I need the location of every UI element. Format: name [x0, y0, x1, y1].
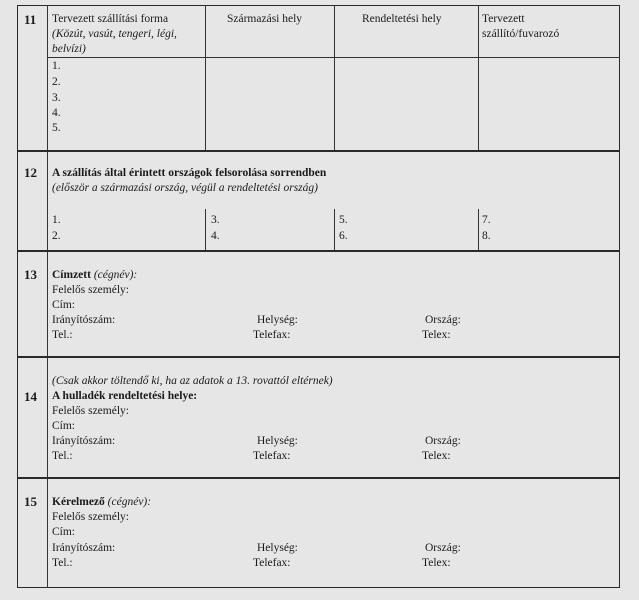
- s13-tel-label: Tel.:: [52, 329, 73, 341]
- s15-title: Kérelmező: [52, 496, 105, 508]
- s12-country-8: 8.: [482, 230, 491, 242]
- s14-address-label: Cím:: [52, 420, 76, 432]
- section-13-number: 13: [24, 267, 37, 282]
- s13-zip-label: Irányítószám:: [52, 314, 116, 326]
- s11-row-5: 5.: [52, 122, 61, 134]
- s12-title: A szállítás által érintett országok felsorolása sorrendben: [52, 167, 327, 179]
- s14-city-label: Helység:: [257, 435, 298, 447]
- s11-col2-header: Származási hely: [227, 13, 303, 25]
- s12-col-divider-2: [334, 209, 335, 250]
- s11-col-divider-1: [205, 5, 206, 150]
- s15-address-label: Cím:: [52, 526, 76, 538]
- s11-header-divider: [47, 57, 620, 58]
- section-divider-13-14: [17, 356, 620, 358]
- s13-city-label: Helység:: [257, 314, 298, 326]
- s11-col3-header: Rendeltetési hely: [362, 13, 442, 25]
- s15-zip-label: Irányítószám:: [52, 542, 116, 554]
- s11-col1-header: Tervezett szállítási forma: [52, 13, 169, 25]
- s12-country-7: 7.: [482, 214, 491, 226]
- section-14-number: 14: [24, 389, 37, 404]
- s15-telex-label: Telex:: [422, 557, 451, 569]
- s15-title-line: [52, 495, 151, 509]
- section-divider-12-13: [17, 250, 620, 252]
- s14-tel-label: Tel.:: [52, 450, 73, 462]
- s13-address-label: Cím:: [52, 299, 76, 311]
- s13-title: Címzett: [52, 269, 91, 281]
- s14-fax-label: Telefax:: [253, 450, 291, 462]
- s11-col4-header-1: Tervezett: [482, 13, 525, 25]
- section-divider-14-15: [17, 477, 620, 479]
- s12-country-5: 5.: [339, 214, 348, 226]
- s12-country-1: 1.: [52, 214, 61, 226]
- s12-country-6: 6.: [339, 230, 348, 242]
- s14-zip-label: Irányítószám:: [52, 435, 116, 447]
- s15-responsible-label: Felelős személy:: [52, 511, 129, 523]
- s11-col1-subheader-1: (Közút, vasút, tengeri, légi,: [52, 28, 177, 40]
- s11-col1-subheader-2: belvízi): [52, 43, 86, 55]
- s15-title-note: (cégnév):: [107, 496, 152, 508]
- s14-responsible-label: Felelős személy:: [52, 405, 129, 417]
- s11-row-4: 4.: [52, 107, 61, 119]
- s15-fax-label: Telefax:: [253, 557, 291, 569]
- section-11-number: 11: [24, 12, 37, 27]
- s14-note: (Csak akkor töltendő ki, ha az adatok a 13. rovattól eltérnek): [52, 375, 333, 387]
- s14-country-label: Ország:: [425, 435, 461, 447]
- s15-city-label: Helység:: [257, 542, 298, 554]
- s11-col4-header-2: szállító/fuvarozó: [482, 28, 560, 40]
- s13-country-label: Ország:: [425, 314, 461, 326]
- s12-country-2: 2.: [52, 230, 61, 242]
- s12-col-divider-3: [478, 209, 479, 250]
- s12-subtitle: (először a származási ország, végül a rendeltetési ország): [52, 182, 318, 194]
- section-divider-11-12: [17, 150, 620, 152]
- s11-row-3: 3.: [52, 92, 61, 104]
- s15-tel-label: Tel.:: [52, 557, 73, 569]
- s14-telex-label: Telex:: [422, 450, 451, 462]
- section-12-number: 12: [24, 165, 37, 180]
- s15-country-label: Ország:: [425, 542, 461, 554]
- s13-fax-label: Telefax:: [253, 329, 291, 341]
- s13-title-note: (cégnév):: [93, 269, 138, 281]
- s14-title: A hulladék rendeltetési helye:: [52, 390, 198, 402]
- s12-country-4: 4.: [211, 230, 220, 242]
- s12-country-3: 3.: [211, 214, 220, 226]
- s11-col-divider-2: [334, 5, 335, 150]
- s11-row-2: 2.: [52, 76, 61, 88]
- s11-col-divider-3: [478, 5, 479, 150]
- section-15-number: 15: [24, 494, 37, 509]
- s11-row-1: 1.: [52, 60, 61, 72]
- s13-title-line: [52, 268, 137, 282]
- s12-col-divider-1: [205, 209, 206, 250]
- number-column-divider: [47, 5, 48, 588]
- s13-telex-label: Telex:: [422, 329, 451, 341]
- s13-responsible-label: Felelős személy:: [52, 284, 129, 296]
